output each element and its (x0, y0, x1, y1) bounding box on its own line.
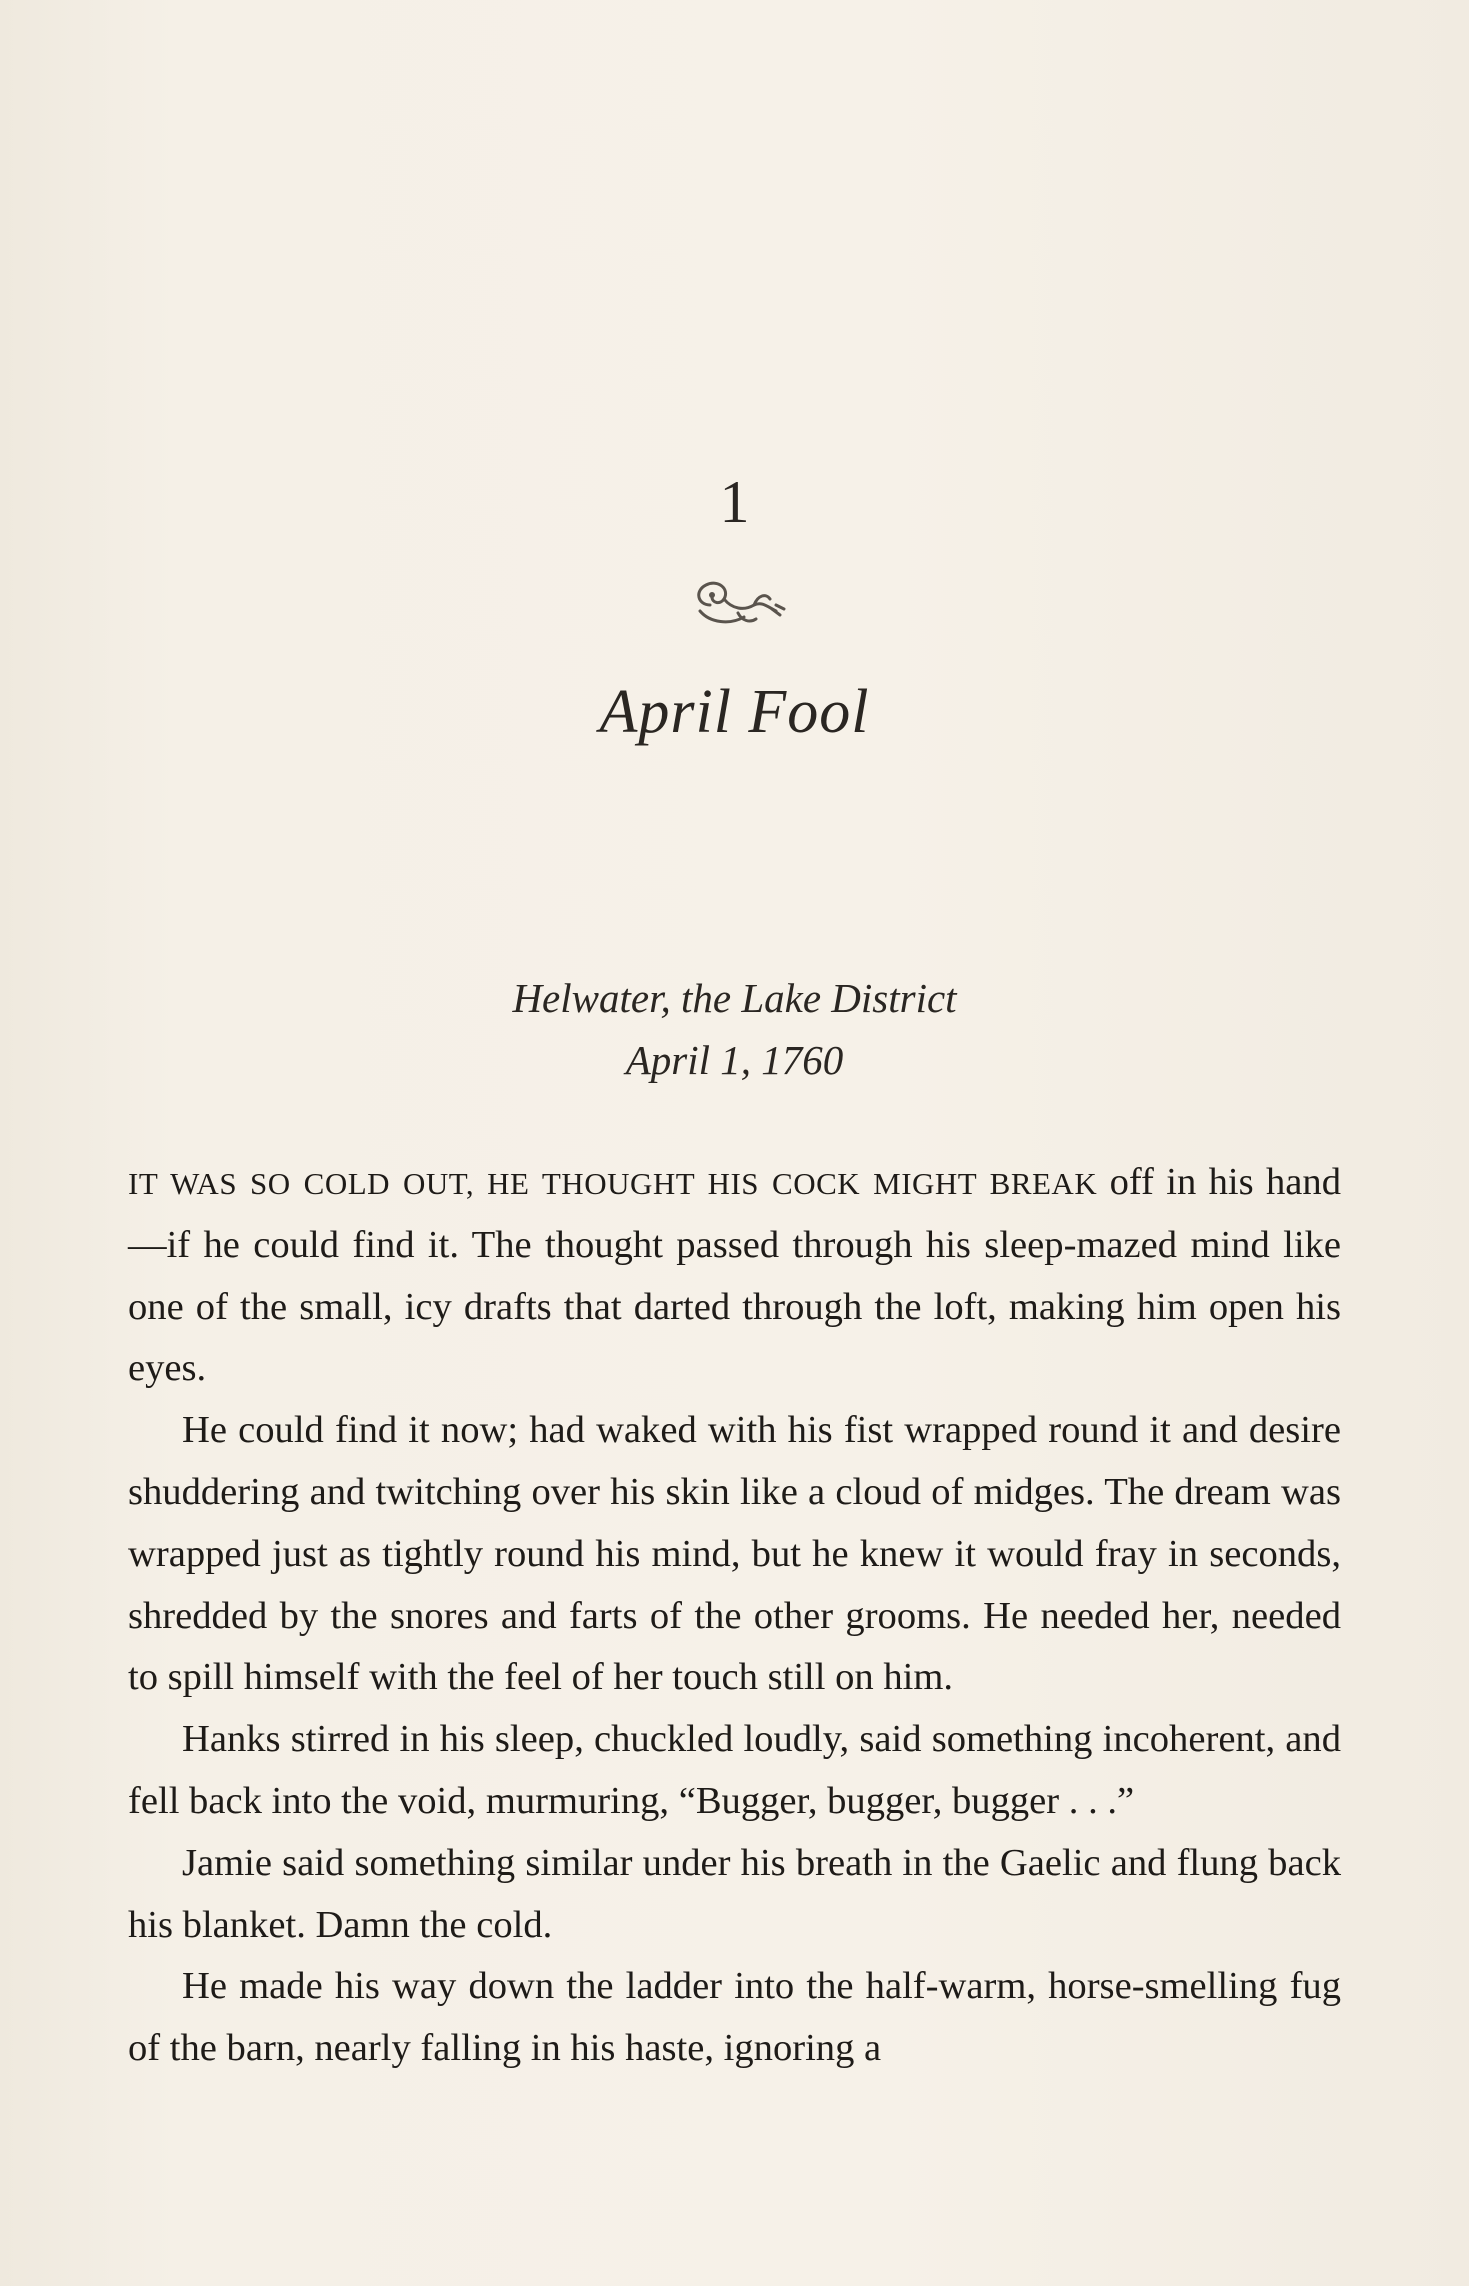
chapter-number: 1 (719, 469, 750, 535)
paragraph: He could find it now; had waked with his fist wrapped round it and desire shuddering and twitching over his skin like a cloud of midges. The dream was wrapped just as tightly round his mind, but he knew it would fray in seconds, shredded by the snores and farts of the other grooms. He needed her, needed to spill himself with the feel of her touch still on him. (128, 1409, 1341, 1699)
paragraph: He made his way down the ladder into the half-warm, horse-smelling fug of the barn, nearly falling in his haste, ignoring a (128, 1965, 1341, 2070)
opening-small-caps: IT WAS SO COLD OUT, HE THOUGHT HIS COCK MIGHT BREAK (128, 1166, 1098, 1201)
paragraph-text: off in his hand—if he could find it. The thought passed through his sleep-mazed mind like one of the small, icy drafts that darted through the loft, making him open his eyes. (128, 1161, 1341, 1390)
body-text (128, 1152, 1341, 2080)
paragraph: Jamie said something similar under his breath in the Gaelic and flung back his blanket. Damn the cold. (128, 1841, 1341, 1946)
chapter-place: Helwater, the Lake District (512, 975, 957, 1021)
chapter-date: April 1, 1760 (625, 1037, 844, 1083)
paragraph: Hanks stirred in his sleep, chuckled loudly, said something incoherent, and fell back into the void, murmuring, “Bugger, bugger, bugger . . .” (128, 1718, 1341, 1822)
flourish-ornament-icon (680, 565, 790, 635)
chapter-title: April Fool (599, 678, 870, 746)
paragraph (128, 1152, 1341, 1400)
